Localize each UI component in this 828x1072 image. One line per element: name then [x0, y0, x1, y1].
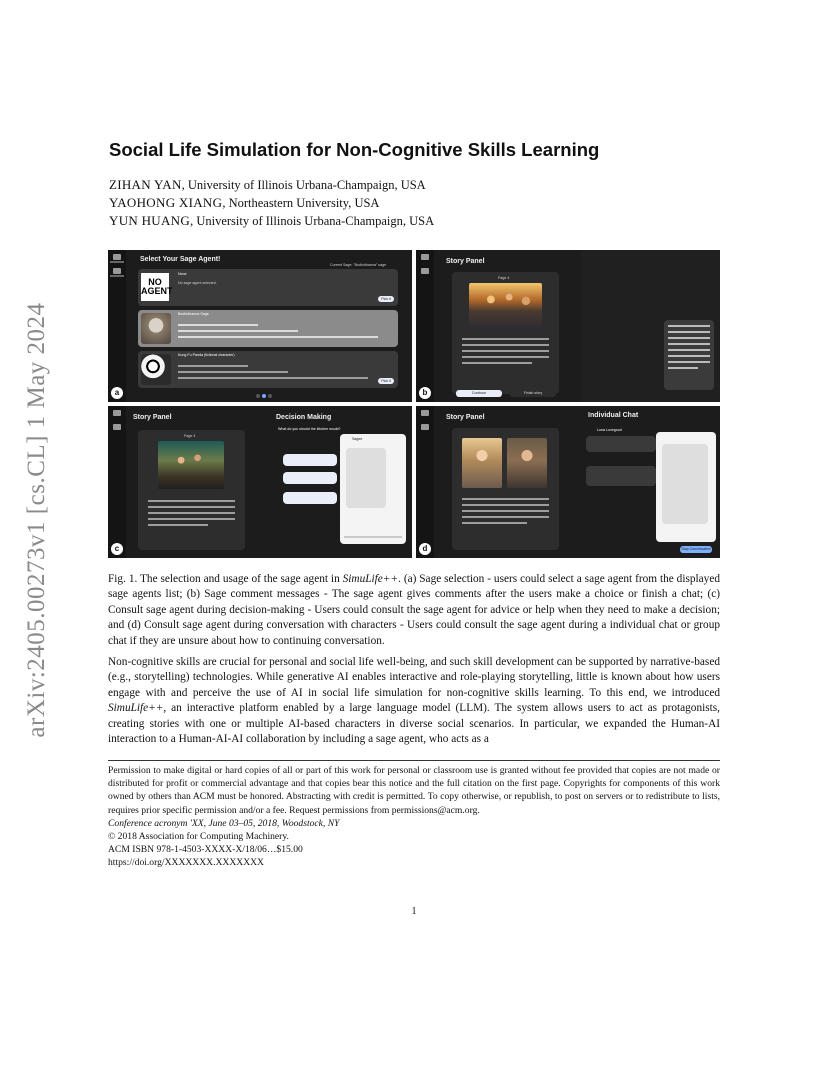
user-icon [113, 268, 121, 274]
text-line [668, 367, 698, 369]
isbn: ACM ISBN 978-1-4503-XXXX-X/18/06…$15.00 [108, 844, 303, 856]
finish-story-button[interactable]: Finish story [510, 390, 556, 397]
no-agent-logo: NO AGENT [141, 273, 169, 301]
sage-name: Kung Fu Panda (fictional character) [178, 353, 235, 357]
text-line [668, 337, 710, 339]
text-line [668, 343, 710, 345]
home-icon [113, 410, 121, 416]
copyright: © 2018 Association for Computing Machinery. [108, 831, 289, 843]
sidebar-label [110, 275, 124, 277]
chat-input[interactable] [344, 536, 402, 538]
home-icon [113, 254, 121, 260]
text-line [462, 498, 549, 500]
pick-button[interactable]: Pick it [378, 296, 394, 302]
sidebar [416, 406, 434, 558]
story-card [452, 272, 559, 394]
caption-label: Fig. 1. [108, 573, 138, 585]
carousel-dot[interactable] [268, 394, 272, 398]
text-line [178, 365, 248, 367]
text-line [178, 371, 288, 373]
carousel-dot[interactable] [262, 394, 266, 398]
pick-button[interactable]: Pick it [378, 378, 394, 384]
author [109, 176, 434, 194]
panel-d-chat-consult [416, 406, 720, 558]
system-name: SimuLife++ [108, 702, 164, 715]
system-name: SimuLife++ [342, 573, 399, 585]
text-line [668, 331, 710, 333]
chat-message [586, 466, 656, 486]
abstract-text: , an interactive platform enabled by a large language model (LLM). The system allows users to act as protagonists, creating stories with one or multiple AI-based characters in diverse social scenarios. In particular, we expanded the Human-AI interaction to a Human-AI-AI collaboration by including a sage agent, who acts as a [108, 702, 720, 746]
conference-info [108, 817, 720, 830]
current-sage: Current Sage: "Bodhidharma" sage [330, 263, 387, 267]
paper-title: Social Life Simulation for Non-Cognitive Skills Learning [109, 139, 600, 160]
text-line [668, 361, 710, 363]
sage-name: Bodhidharma Sage [178, 312, 209, 316]
sage-avatar [141, 354, 171, 385]
panel-title: Story Panel [446, 258, 485, 265]
sidebar [416, 250, 434, 402]
footnote [108, 764, 720, 870]
text-line [462, 522, 527, 524]
sidebar [108, 250, 126, 402]
story-illustration [158, 441, 224, 489]
chat-message [346, 448, 386, 508]
abstract [108, 655, 720, 747]
sidebar [108, 406, 126, 558]
text-line [462, 362, 532, 364]
continue-button[interactable]: Continue [456, 390, 502, 397]
text-line [178, 324, 258, 326]
text-line [178, 336, 378, 338]
author [109, 212, 434, 230]
permission-notice: Permission to make digital or hard copies of all or part of this work for personal or classroom use is granted without fee provided that copies are not made or distributed for profit or commercial advantage and that copies bear this notice and the full citation on the first page. Copyrights for components of this work owned by others than ACM must be honored. Abstracting with credit is permitted. To copy otherwise, or republish, to post on servers or to redistribute to lists, requires prior specific permission and/or a fee. Request permissions from permissions@acm.org. [108, 765, 720, 816]
panel-a-sage-selection [108, 250, 412, 402]
panel-title: Story Panel [133, 414, 172, 421]
author-name: YUN HUANG [109, 213, 191, 228]
sidebar-label [110, 261, 124, 263]
footnote-rule [108, 760, 720, 761]
figure-1 [108, 250, 720, 558]
character-portrait [507, 438, 547, 488]
home-icon [421, 410, 429, 416]
panel-title: Select Your Sage Agent! [140, 256, 221, 263]
author-list [109, 176, 434, 230]
panel-letter: c [111, 543, 123, 555]
text-line [462, 516, 549, 518]
chat-message [586, 436, 656, 452]
text-line [178, 330, 298, 332]
decision-question: What do you should the kitchen would? [278, 427, 341, 431]
story-illustration [469, 283, 542, 330]
abstract-text: Non-cognitive skills are crucial for personal and social life well-being, and such skill development can be supported by narrative-based (e.g., storytelling) technologies. While generative AI enables interactive and role-playing storytelling, little is known about how users engage with and perceive the use of AI in social life simulation for non-cognitive skills learning. To this end, we introduced [108, 656, 720, 699]
author [109, 194, 434, 212]
text-line [148, 500, 235, 502]
text-line [148, 518, 235, 520]
panel-b-sage-comments [416, 250, 720, 402]
author-affiliation: , Northeastern University, USA [222, 196, 380, 210]
panel-letter: a [111, 387, 123, 399]
sage-description: No sage agent selected. [178, 281, 217, 285]
sage-chat-popup [656, 432, 716, 542]
text-line [462, 344, 549, 346]
decision-title: Decision Making [276, 414, 332, 421]
text-line [148, 524, 208, 526]
story-card [138, 430, 245, 550]
chat-message [662, 444, 708, 524]
chat-user: Luna Lovegood [597, 428, 622, 432]
text-line [148, 512, 235, 514]
text-line [668, 349, 710, 351]
decision-option[interactable] [283, 472, 337, 484]
sage-comment-bubble [664, 320, 714, 390]
panel-letter: d [419, 543, 431, 555]
sage-name: None [178, 272, 187, 276]
doi-link[interactable]: https://doi.org/XXXXXXX.XXXXXXX [108, 857, 264, 869]
text-line [462, 510, 549, 512]
panel-c-decision-consult [108, 406, 412, 558]
text-line [668, 325, 710, 327]
author-name: ZIHAN YAN [109, 177, 182, 192]
text-line [462, 504, 549, 506]
panel-letter: b [419, 387, 431, 399]
author-name: YAOHONG XIANG [109, 195, 223, 210]
user-icon [421, 424, 429, 430]
author-affiliation: , University of Illinois Urbana-Champaign, USA [190, 214, 435, 228]
home-icon [421, 254, 429, 260]
user-icon [113, 424, 121, 430]
story-card [452, 428, 559, 550]
decision-option[interactable] [283, 492, 337, 504]
panel-title: Story Panel [446, 414, 485, 421]
text-line [462, 338, 549, 340]
text-line [462, 356, 549, 358]
decision-option[interactable] [283, 454, 337, 466]
user-icon [421, 268, 429, 274]
text-line [668, 355, 710, 357]
text-line [178, 377, 368, 379]
chat-name: Sagee [352, 437, 363, 441]
arxiv-identifier [12, 290, 62, 750]
author-affiliation: , University of Illinois Urbana-Champaign, USA [181, 178, 426, 192]
stop-conversation-button[interactable]: Stop Conversation [681, 547, 711, 551]
page-indicator: Page 4 [184, 434, 196, 438]
character-portrait [462, 438, 502, 488]
sage-card-none[interactable] [138, 269, 398, 306]
chat-title: Individual Chat [588, 412, 639, 419]
arxiv-identifier-text: arXiv:2405.00273v1 [cs.CL] 1 May 2024 [23, 302, 50, 738]
conference-text: Conference acronym 'XX, June 03–05, 2018, Woodstock, NY [108, 817, 340, 829]
text-line [462, 350, 549, 352]
sage-avatar [141, 313, 171, 344]
page-indicator: Page 4 [498, 276, 510, 280]
sage-card-bodhidharma[interactable] [138, 310, 398, 347]
caption-text: . (a) Sage selection - users could select a sage agent from the displayed sage agents list; (b) Sage comment messages - The sage agent gives comments after the users make a choice or finish a chat; (c) Consult sage agent during decision-making - Users could consult the sage agent for advice or help when they need to make a decision; and (d) Consult sage agent during conversation with characters - Users could consult the sage agent during a individual chat or group chat if they are unsure about how to continuing conversation. [108, 573, 720, 647]
page-number: 1 [411, 906, 417, 917]
sage-chat-popup [340, 434, 406, 544]
figure-caption [108, 572, 720, 649]
carousel-dot[interactable] [256, 394, 260, 398]
caption-text: The selection and usage of the sage agent in [137, 573, 343, 585]
sage-card-kung-fu-panda[interactable] [138, 351, 398, 388]
text-line [148, 506, 235, 508]
